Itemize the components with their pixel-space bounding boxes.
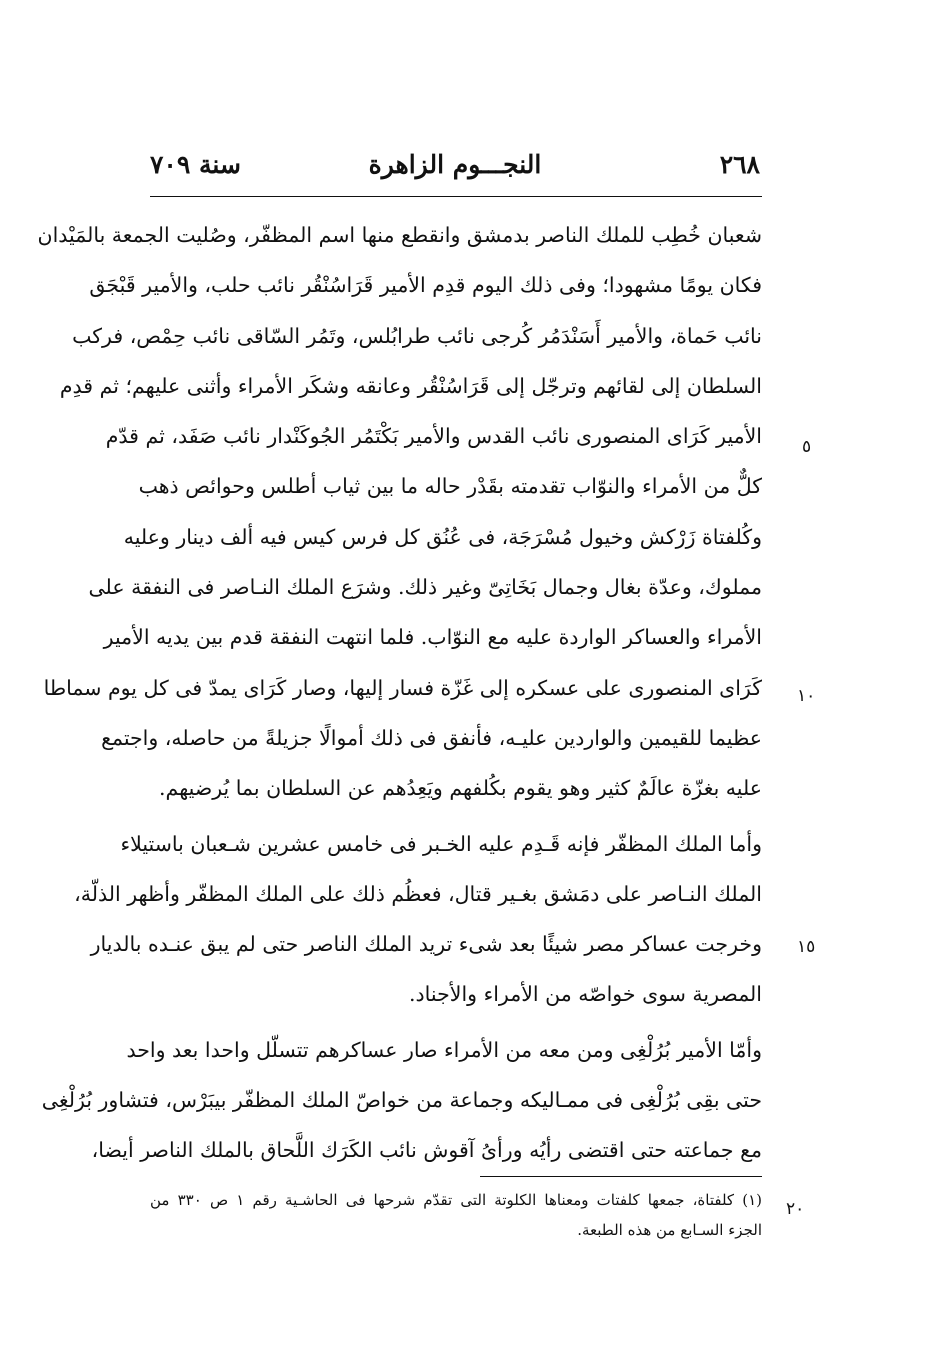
header-rule (150, 196, 762, 197)
main-text (37, 210, 762, 1176)
text-line: عليه بغزّة عالَمٌ كثير وهو يقوم بكُلفهم ويَعِدُهم عن السلطان بما يُرضيهم. (159, 776, 762, 801)
paragraph (41, 1025, 762, 1176)
text-line: نائب حَماة، والأمير أَسَنْدَمُر كُرجى نائب طرابُلس، وتَمُر السّاقى نائب حِمْص، فركب (72, 323, 762, 348)
text-line: وخرجت عساكر مصر شيئًا بعد شىء تريد الملك الناصر حتى لم يبق عنـده بالديار (90, 932, 762, 957)
page-header (150, 150, 760, 190)
text-line: المصرية سوى خواصّه من الأمراء والأجناد. (409, 982, 762, 1007)
text-line: السلطان إلى لقائهم وترجّل إلى قَرَاسُنْقُر وعانقه وشكَر الأمراء وأثنى عليهم؛ ثم قدِم (59, 373, 762, 398)
text-line: وأما الملك المظفّر فإنه قَـدِم عليه الخـبر فى خامس عشرين شـعبان باستيلاء (120, 831, 762, 856)
text-line: كلٌّ من الأمراء والنوّاب تقدمته بقَدْر حاله ما بين ثياب أطلس وحوائص ذهب (138, 474, 762, 499)
line-number: ٢٠ (786, 1199, 805, 1219)
text-line: مع جماعته حتى اقتضى رأيُه ورأىُ آقوش نائب الكَرَك اللَّحاق بالملك الناصر أيضا، (91, 1138, 762, 1163)
text-line: الأمير كَرَاى المنصورى نائب القدس والأمير بَكْتَمُر الجُوكَنْدار نائب صَفَد، ثم قدّم (105, 424, 762, 449)
line-number: ١٠ (797, 686, 816, 706)
text-line: عظيما للقيمين والواردين عليـه، فأنفق فى ذلك أموالًا جزيلةً من حاصله، واجتمع (101, 725, 762, 750)
footnote-rule (480, 1176, 762, 1177)
line-number: ١٥ (797, 937, 816, 957)
footnote-line: (١) كلفتاة، جمعها كلفتات ومعناها الكلوتة التى تقدّم شرحها فى الحاشـية رقم ١ ص ٣٣٠ من (150, 1191, 762, 1209)
text-line: فكان يومًا مشهودا؛ وفى ذلك اليوم قدِم الأمير قَرَاسُنْقُر نائب حلب، والأمير قَبْجَق (89, 273, 762, 298)
page-number: ٢٦٨ (719, 150, 760, 179)
text-line: الملك النـاصر على دمَشق بغـير قتال، فعظُم ذلك على الملك المظفّر وأظهر الذلّة، (74, 881, 762, 906)
running-title: النجـــوم الزاهرة (368, 150, 542, 179)
paragraph (37, 210, 762, 814)
text-line: حتى بقِى بُرُلْغِى فى ممـاليكه وجماعة من خواصّ الملك المظفّر بيبَرْس، فتشاور بُرُلْغِى (41, 1088, 762, 1113)
text-line: وأمّا الأمير بُرُلْغِى ومن معه من الأمراء صار عساكرهم تتسلّل واحدا بعد واحد (126, 1037, 762, 1062)
year-label: سنة ٧٠٩ (150, 150, 241, 179)
footnote (150, 1185, 762, 1245)
line-number: ٥ (802, 437, 812, 457)
text-line: مملوك، وعدّة بغال وجمال بَخَاتِىّ وغير ذلك. وشرَع الملك النـاصر فى النفقة على (88, 575, 762, 600)
text-line: كَرَاى المنصورى على عسكره إلى غَزّة فسار إليها، وصار كَرَاى يمدّ فى كل يوم سماطا (43, 675, 762, 700)
text-line: شعبان خُطِب للملك الناصر بدمشق وانقطع منها اسم المظفّر، وصُليت الجمعة بالمَيْدان (37, 223, 762, 247)
text-line: وكُلفتاة زَرْكش وخيول مُسْرَجَة، فى عُنُق كل فرس كيس فيه ألف دينار وعليه (123, 524, 762, 549)
footnote-line: الجزء السـابع من هذه الطبعة. (577, 1221, 762, 1239)
text-line: الأمراء والعساكر الواردة عليه مع النوّاب. فلما انتهت النفقة قدم بين يديه الأمير (103, 625, 762, 650)
paragraph (74, 819, 762, 1020)
